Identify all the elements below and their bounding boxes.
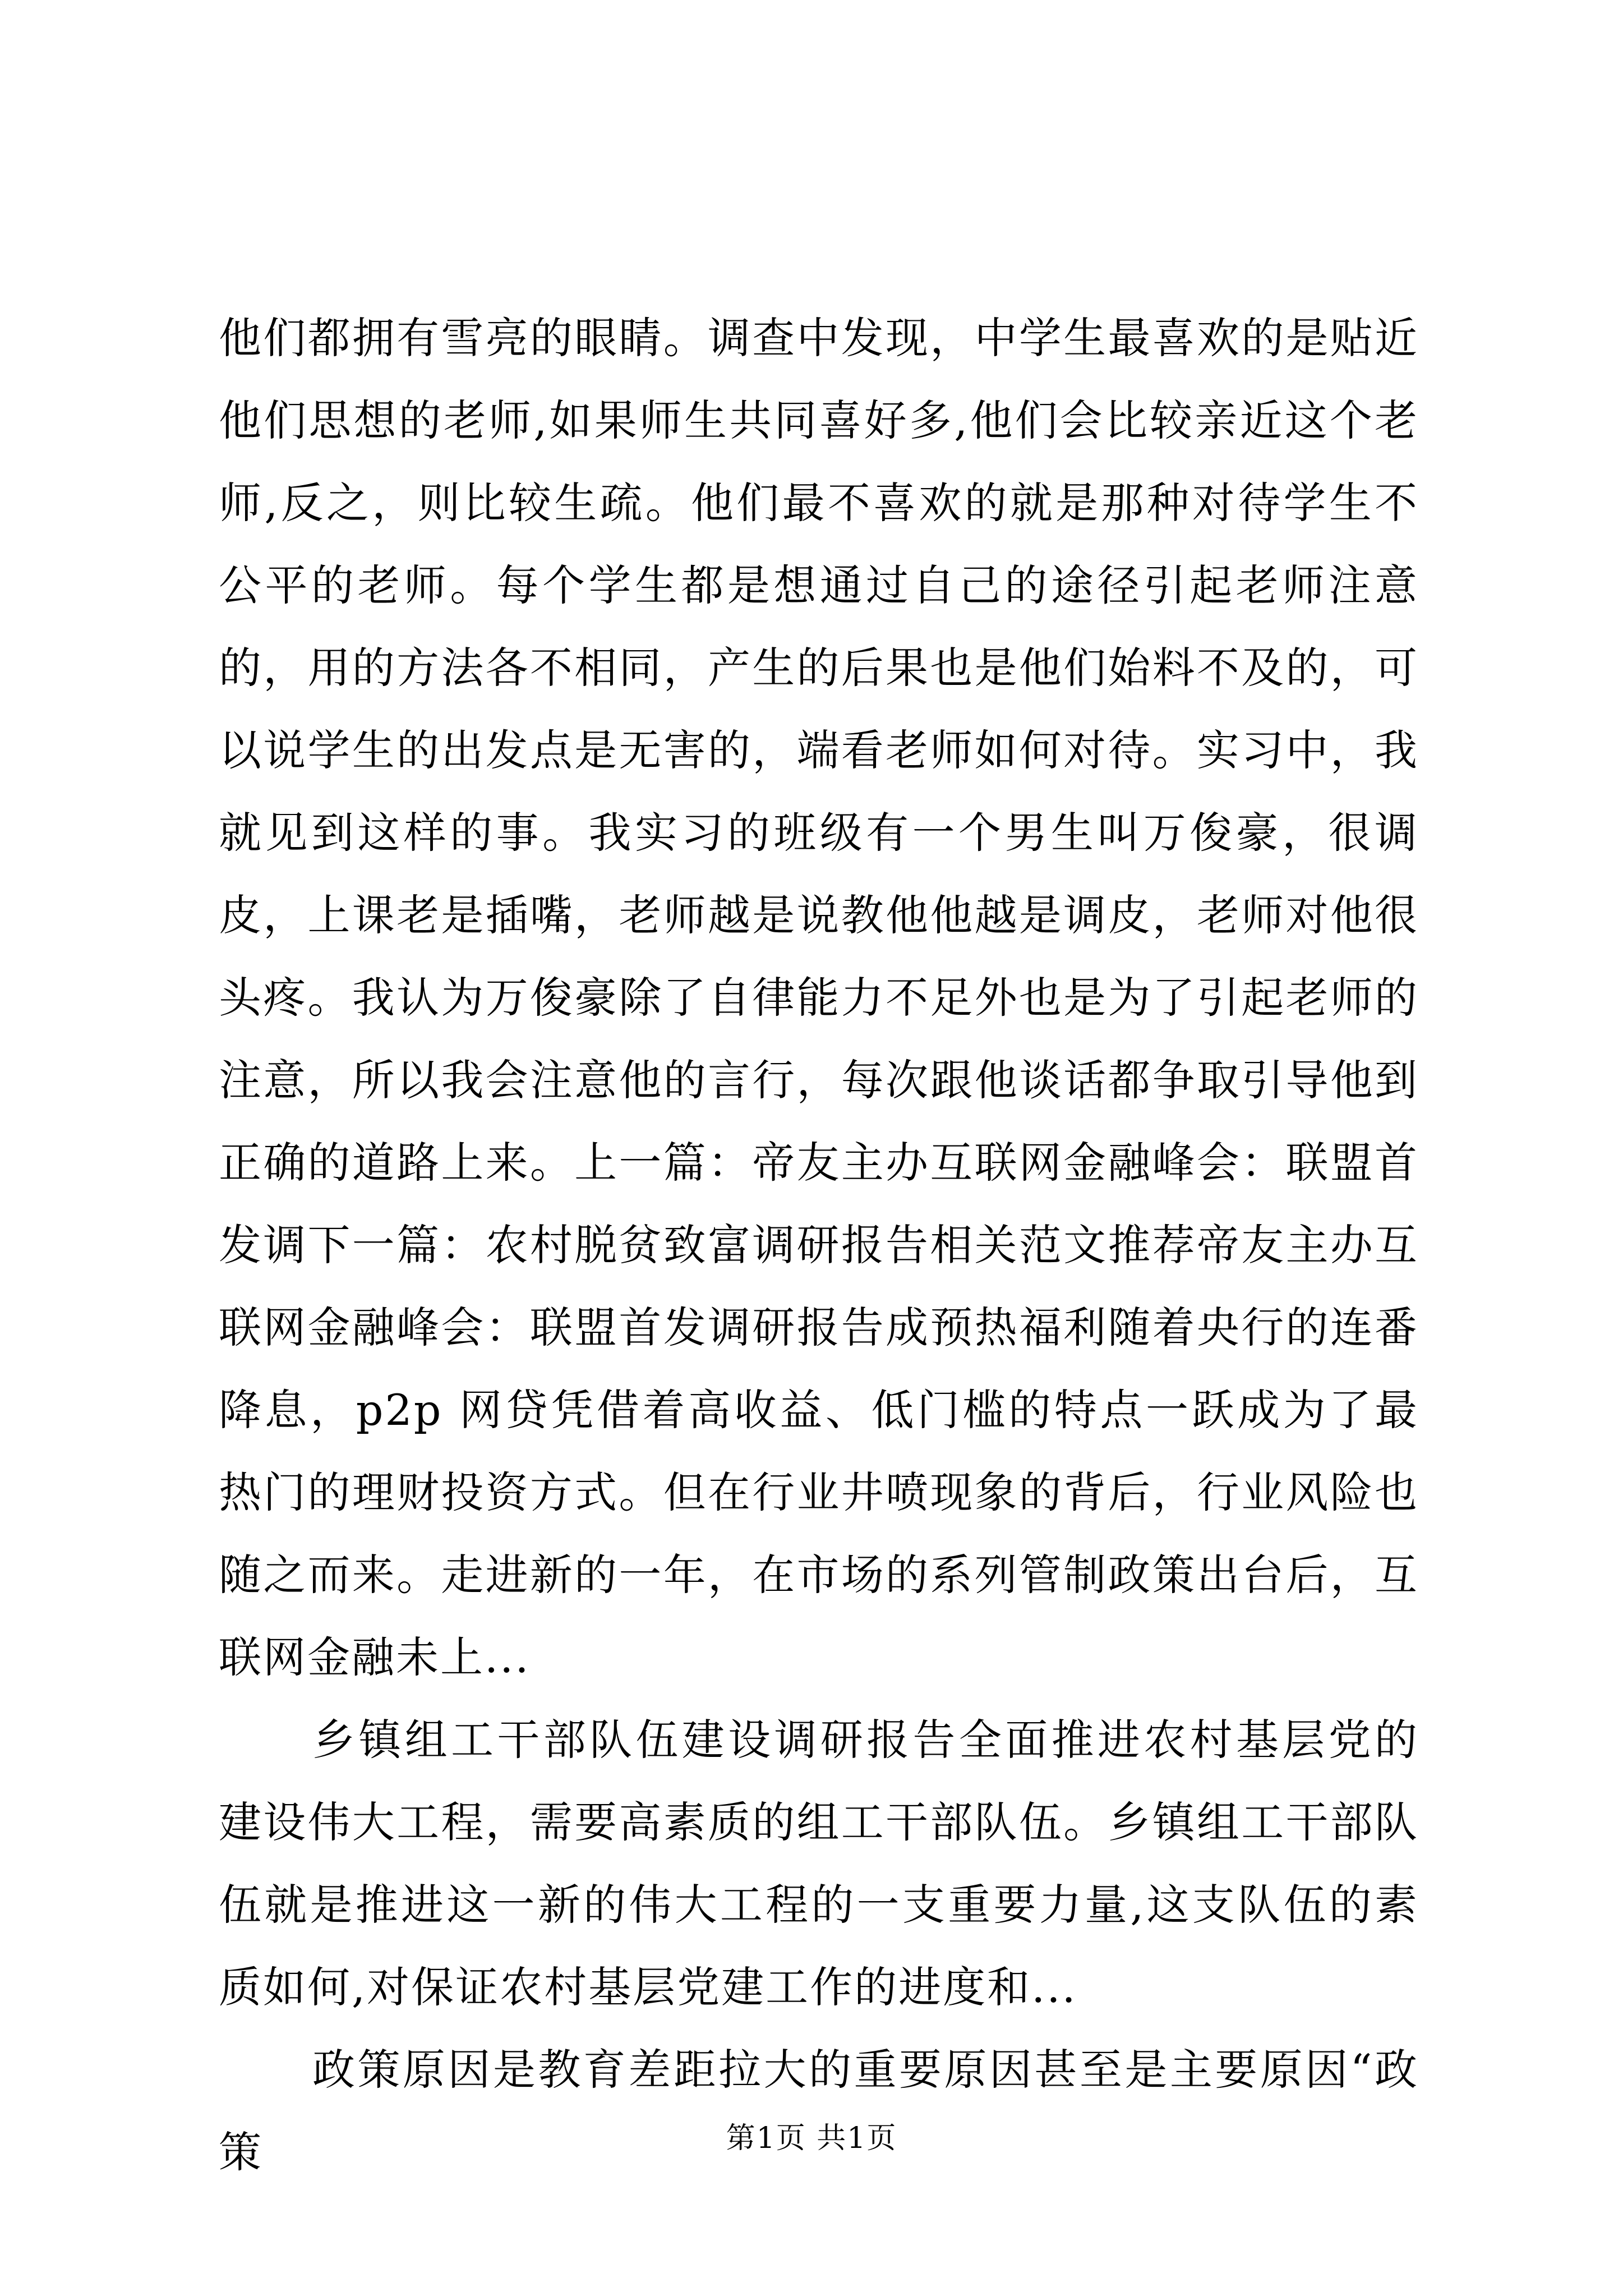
body-paragraph: 乡镇组工干部队伍建设调研报告全面推进农村基层党的建设伟大工程，需要高素质的组工干部队伍。乡镇组工干部队伍就是推进这一新的伟大工程的一支重要力量,这支队伍的素质如何,对保证农村基层党建工作的进度和...: [219, 1715, 1419, 2012]
page-number-footer: 第1页 共1页: [726, 2122, 897, 2155]
body-paragraph: 政策原因是教育差距拉大的重要原因甚至是主要原因“政策: [219, 2045, 1419, 2177]
document-body: [219, 297, 1419, 2193]
body-paragraph: 他们都拥有雪亮的眼睛。调查中发现，中学生最喜欢的是贴近他们思想的老师,如果师生共同喜好多,他们会比较亲近这个老师,反之，则比较生疏。他们最不喜欢的就是那种对待学生不公平的老师。每个学生都是想通过自己的途径引起老师注意的，用的方法各不相同，产生的后果也是他们始料不及的，可以说学生的出发点是无害的，端看老师如何对待。实习中，我就见到这样的事。我实习的班级有一个男生叫万俊豪，很调皮，上课老是插嘴，老师越是说教他他越是调皮，老师对他很头疼。我认为万俊豪除了自律能力不足外也是为了引起老师的注意，所以我会注意他的言行，每次跟他谈话都争取引导他到正确的道路上来。上一篇：帝友主办互联网金融峰会：联盟首发调下一篇：农村脱贫致富调研报告相关范文推荐帝友主办互联网金融峰会：联盟首发调研报告成预热福利随着央行的连番降息，p2p 网贷凭借着高收益、低门槛的特点一跃成为了最热门的理财投资方式。但在行业井喷现象的背后，行业风险也随之而来。走进新的一年，在市场的系列管制政策出台后，互联网金融未上...: [219, 313, 1419, 1682]
